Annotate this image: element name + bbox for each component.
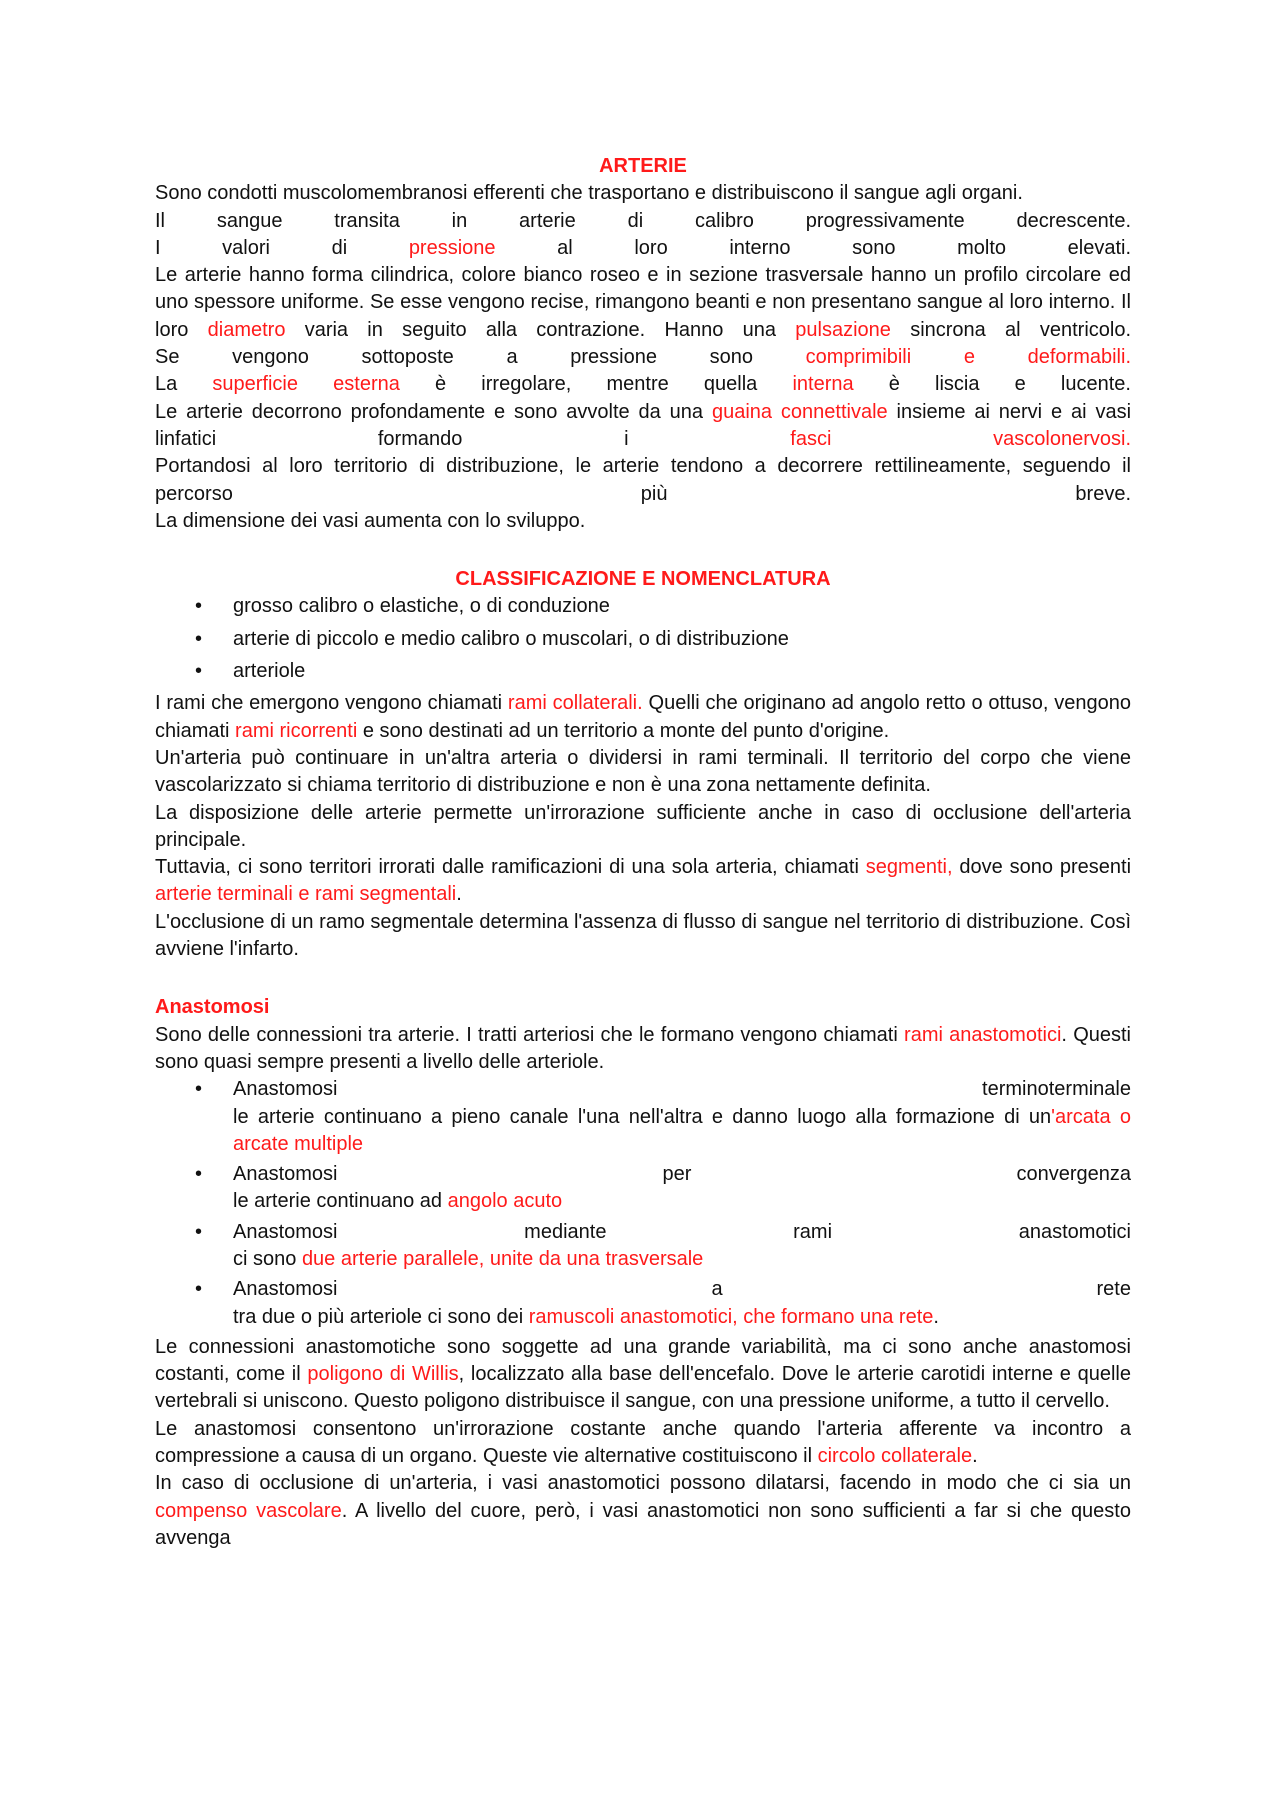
highlight-guaina: guaina connettivale: [711, 400, 888, 423]
bullet-icon: •: [195, 627, 203, 650]
document-page: [155, 153, 1131, 1552]
highlight-fasci: fasci vascolonervosi.: [790, 427, 1131, 450]
intro-line-5: Se vengono sottoposte a pressione sono comprimibili e deformabili.: [155, 346, 1131, 369]
list-item-title: Anastomosi per convergenza: [233, 1163, 1131, 1186]
highlight-pulsazione: pulsazione: [795, 318, 891, 341]
list-item-description: ci sono due arterie parallele, unite da una trasversale: [233, 1247, 704, 1270]
highlight-interna: interna: [792, 373, 854, 396]
intro-line-9: La dimensione dei vasi aumenta con lo sviluppo.: [155, 509, 586, 532]
anastomosi-paragraph-1: Sono delle connessioni tra arterie. I tratti arteriosi che le formano vengono chiamati rami anastomotici. Questi sono quasi sempre presenti a livello delle arteriole.: [155, 1023, 1132, 1073]
highlight-comprimibili: comprimibili e deformabili.: [805, 346, 1131, 369]
intro-line-3: I valori di pressione al loro interno sono molto elevati.: [155, 236, 1132, 259]
bullet-icon: •: [195, 1078, 203, 1101]
highlight-compenso-vascolare: compenso vascolare: [155, 1499, 342, 1522]
bullet-icon: •: [195, 1163, 203, 1186]
intro-line-1: Sono condotti muscolomembranosi efferenti che trasportano e distribuiscono il sangue agli organi.: [155, 182, 1023, 205]
highlight-rami-ricorrenti: rami ricorrenti: [235, 719, 358, 742]
highlight-rami-anastomotici: rami anastomotici: [904, 1023, 1062, 1046]
classification-paragraph-3: La disposizione delle arterie permette un'irrorazione sufficiente anche in caso di occlusione dell'arteria principale.: [155, 801, 1131, 851]
intro-paragraph-8: Portandosi al loro territorio di distribuzione, le arterie tendono a decorrere rettilineamente, seguendo il percorso più breve.: [155, 455, 1131, 505]
list-item: [155, 1076, 1131, 1158]
classification-paragraph-4: Tuttavia, ci sono territori irrorati dalle ramificazioni di una sola arteria, chiamati segmenti, dove sono presenti arterie terminali e rami segmentali.: [155, 856, 1132, 906]
highlight-segmenti: segmenti,: [865, 856, 953, 879]
spacer: [155, 535, 1131, 566]
bullet-icon: •: [195, 1220, 203, 1243]
highlight-pressione: pressione: [408, 236, 496, 259]
list-item: • arterie di piccolo e medio calibro o muscolari, o di distribuzione: [155, 626, 1131, 653]
classification-paragraph-1: I rami che emergono vengono chiamati rami collaterali. Quelli che originano ad angolo retto o ottuso, vengono chiamati rami ricorrenti e sono destinati ad un territorio a monte del punto d'origine.: [155, 692, 1132, 742]
highlight-rami-collaterali: rami collaterali.: [507, 692, 643, 715]
highlight-poligono-willis: poligono di Willis: [307, 1363, 459, 1386]
intro-line-6: La superficie esterna è irregolare, mentre quella interna è liscia e lucente.: [155, 373, 1131, 396]
list-item-title: Anastomosi mediante rami anastomotici: [233, 1220, 1131, 1243]
classification-paragraph-5: L'occlusione di un ramo segmentale determina l'assenza di flusso di sangue nel territorio di distribuzione. Così avviene l'infarto.: [155, 910, 1131, 961]
list-item-title: Anastomosi terminoterminale: [233, 1078, 1131, 1101]
bullet-icon: •: [195, 660, 203, 683]
list-item: [155, 1219, 1131, 1274]
bullet-icon: •: [195, 1278, 203, 1301]
list-item: • arteriole: [155, 658, 1131, 685]
highlight-arterie-terminali: arterie terminali e rami segmentali: [155, 883, 457, 906]
section-heading-anastomosi: Anastomosi: [155, 996, 270, 1019]
classification-paragraph-2: Un'arteria può continuare in un'altra arteria o dividersi in rami terminali. Il territorio del corpo che viene vascolarizzato si chiama territorio di distribuzione e non è una zona nettamente definita.: [155, 746, 1131, 797]
list-item-description: le arterie continuano a pieno canale l'una nell'altra e danno luogo alla formazione di un'arcata o arcate multiple: [233, 1105, 1131, 1155]
bullet-icon: •: [195, 595, 203, 618]
section-heading-classificazione: CLASSIFICAZIONE E NOMENCLATURA: [455, 568, 831, 591]
anastomosi-paragraph-2: Le connessioni anastomotiche sono soggette ad una grande variabilità, ma ci sono anche anastomosi costanti, come il poligono di Willis, localizzato alla base dell'encefalo. Dove le arterie carotidi interne e quelle vertebrali si uniscono. Questo poligono distribuisce il sangue, con una pressione uniforme, a tutto il cervello.: [155, 1335, 1131, 1413]
anastomosi-paragraph-3: Le anastomosi consentono un'irrorazione costante anche quando l'arteria afferente va incontro a compressione a causa di un organo. Queste vie alternative costituiscono il circolo collaterale.: [155, 1417, 1131, 1468]
intro-paragraph-4: Le arterie hanno forma cilindrica, colore bianco roseo e in sezione trasversale hanno un profilo circolare ed uno spessore uniforme. Se esse vengono recise, rimangono beanti e non presentano sangue al loro interno. Il loro diametro varia in seguito alla contrazione. Hanno una pulsazione sincrona al ventricolo.: [155, 264, 1132, 341]
page-title: ARTERIE: [599, 155, 687, 177]
list-item-description: tra due o più arteriole ci sono dei ramuscoli anastomotici, che formano una rete.: [233, 1305, 939, 1328]
classification-list: [155, 593, 1131, 685]
list-item-description: le arterie continuano ad angolo acuto: [233, 1190, 563, 1213]
list-item-title: Anastomosi a rete: [233, 1278, 1131, 1301]
highlight-circolo-collaterale: circolo collaterale: [817, 1445, 973, 1468]
spacer: [155, 963, 1131, 994]
anastomosi-list: [155, 1076, 1131, 1331]
intro-line-2: Il sangue transita in arterie di calibro progressivamente decrescente.: [155, 209, 1131, 232]
intro-paragraph-7: Le arterie decorrono profondamente e sono avvolte da una guaina connettivale insieme ai nervi e ai vasi linfatici formando i fasci vascolonervosi.: [155, 400, 1132, 450]
list-item: • grosso calibro o elastiche, o di conduzione: [155, 593, 1131, 620]
list-item: [155, 1161, 1131, 1216]
highlight-superficie-esterna: superficie esterna: [212, 373, 400, 396]
anastomosi-paragraph-4: In caso di occlusione di un'arteria, i vasi anastomotici possono dilatarsi, facendo in modo che ci sia un compenso vascolare. A livello del cuore, però, i vasi anastomotici non sono sufficienti a far si che questo avvenga: [155, 1472, 1131, 1549]
list-item: [155, 1276, 1131, 1331]
highlight-diametro: diametro: [207, 318, 286, 341]
